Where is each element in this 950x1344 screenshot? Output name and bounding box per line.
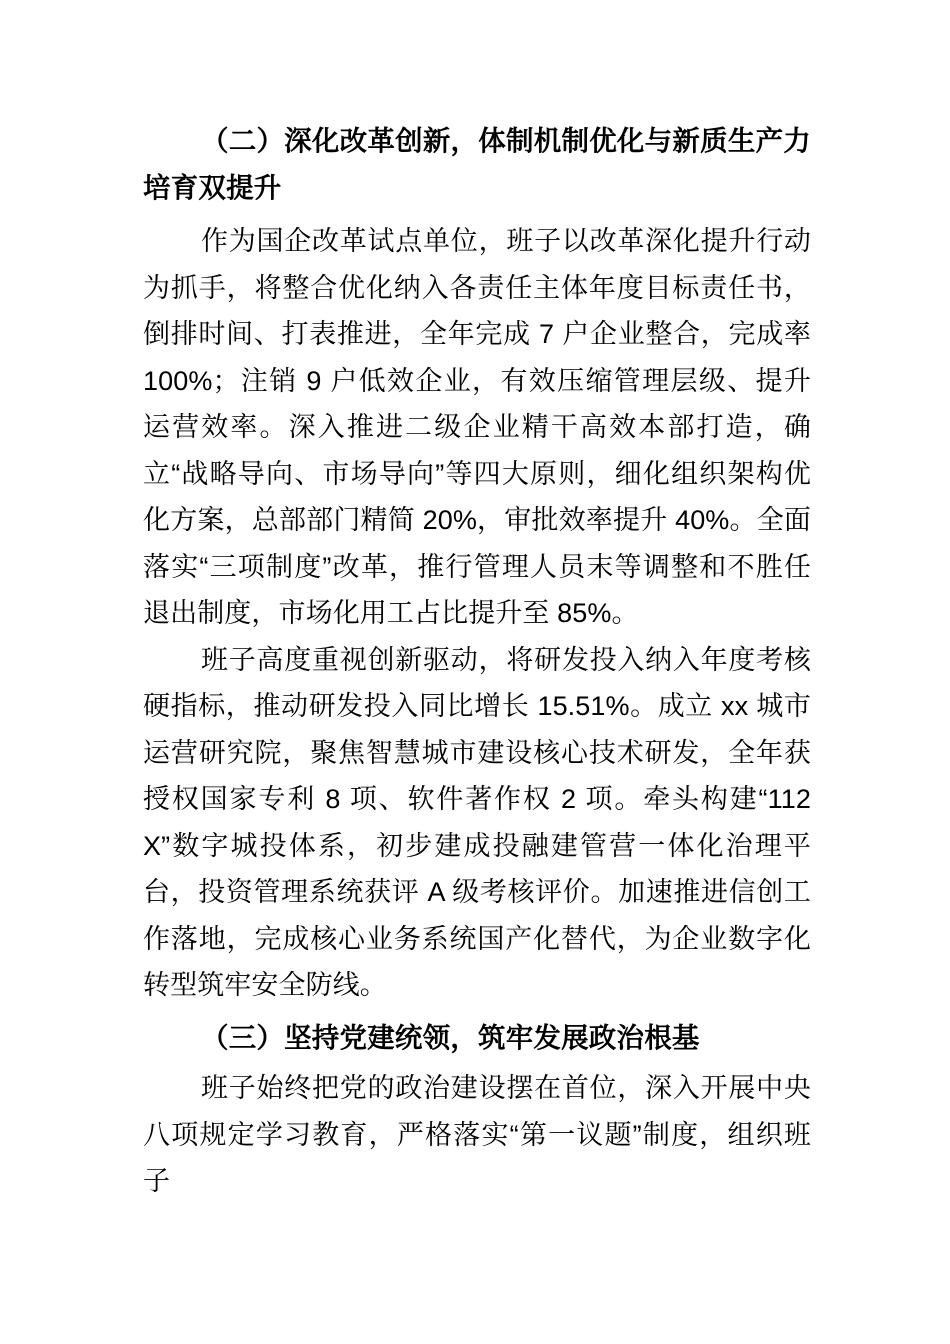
section-heading-three: （三）坚持党建统领，筑牢发展政治根基 xyxy=(201,1021,700,1053)
paragraph-party-building: 班子始终把党的政治建设摆在首位，深入开展中央八项规定学习教育，严格落实“第一议题”制度，组织班子 xyxy=(143,1073,811,1196)
paragraph-reform-integration: 作为国企改革试点单位，班子以改革深化提升行动为抓手，将整合优化纳入各责任主体年度目标责任书，倒排时间、打表推进，全年完成 7 户企业整合，完成率 100%；注销 9 户低效企业，有效压缩管理层级、提升运营效率。深入推进二级企业精干高效本部打造，确立“战略导向、市场导向”等四大原则，细化组织架构优化方案，总部部门精简 20%，审批效率提升 40%。全面落实“三项制度”改革，推行管理人员末等调整和不胜任退出制度，市场化用工占比提升至 85%。 xyxy=(143,226,811,628)
document-body xyxy=(143,118,811,1205)
section-heading-two: （二）深化改革创新，体制机制优化与新质生产力培育双提升 xyxy=(143,125,811,203)
paragraph-innovation-drive: 班子高度重视创新驱动，将研发投入纳入年度考核硬指标，推动研发投入同比增长 15.51%。成立 xx 城市运营研究院，聚焦智慧城市建设核心技术研发，全年获授权国家专利 8 项、软件著作权 2 项。牵头构建“112X”数字城投体系，初步建成投融建管营一体化治理平台，投资管理系统获评 A 级考核评价。加速推进信创工作落地，完成核心业务系统国产化替代，为企业数字化转型筑牢安全防线。 xyxy=(143,644,811,1000)
